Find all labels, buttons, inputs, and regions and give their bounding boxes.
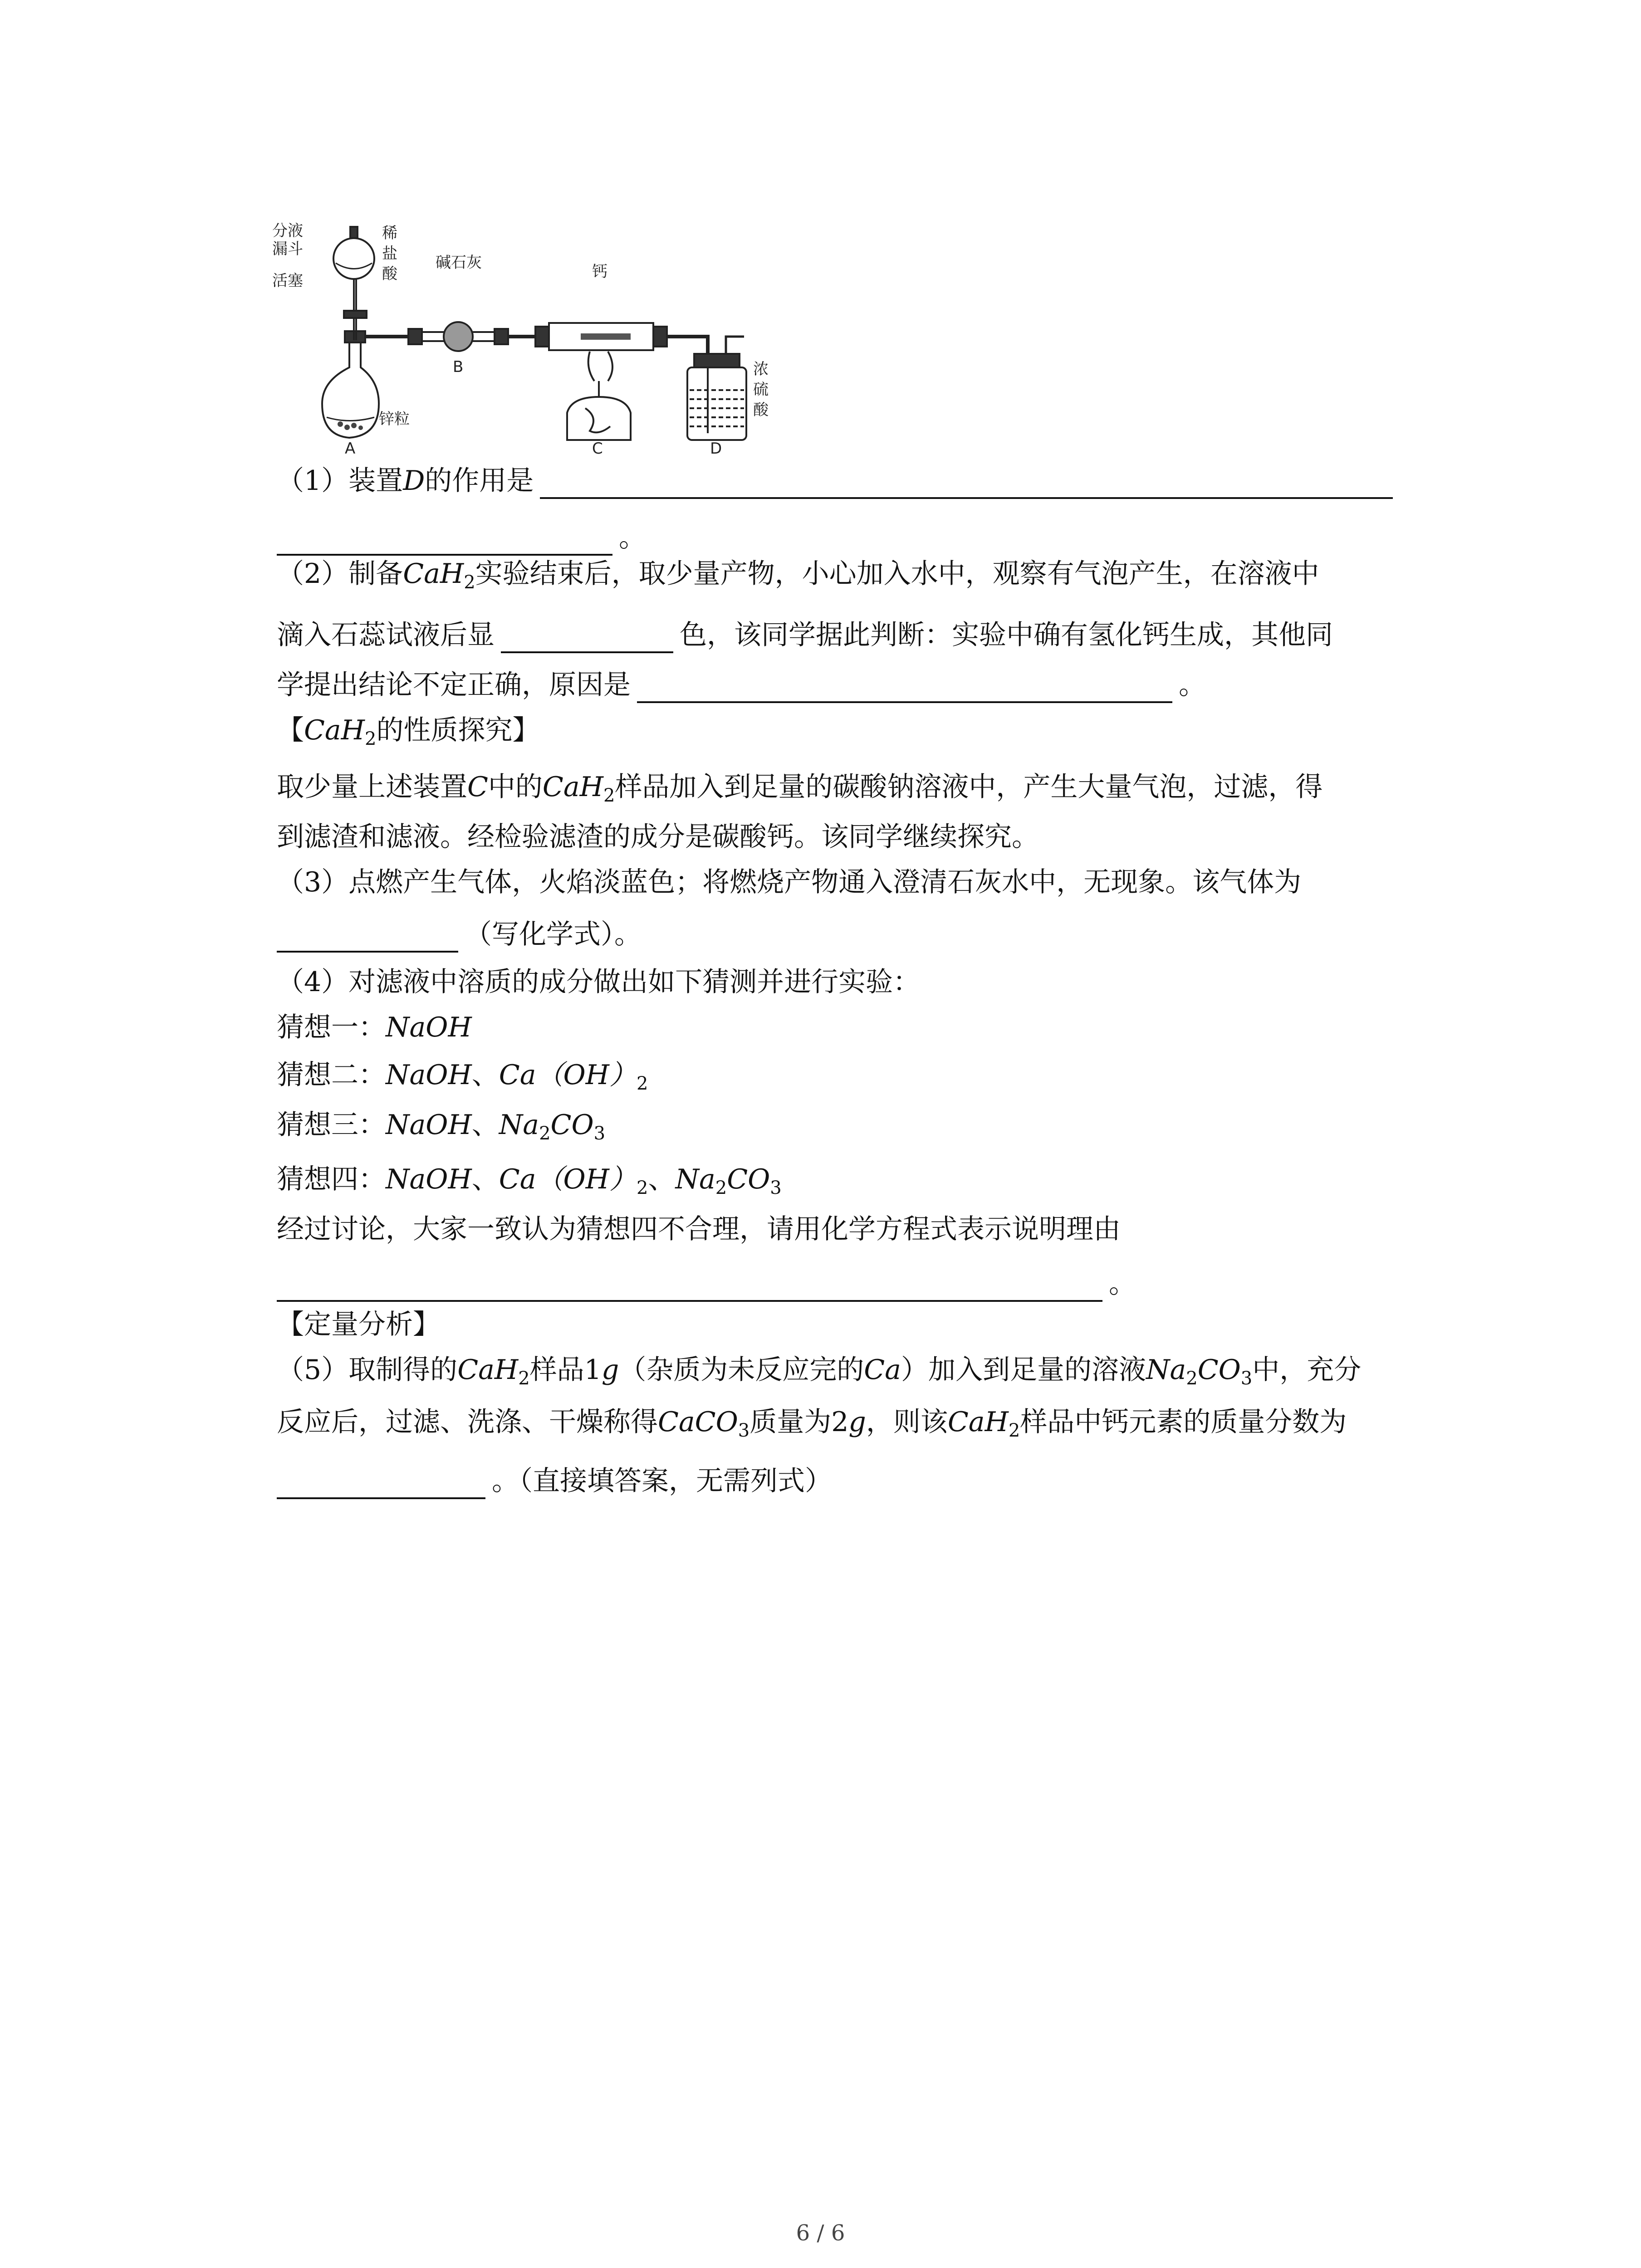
g2-sub: 2 <box>637 1073 648 1094</box>
q2-formula: CaH <box>403 558 464 590</box>
g4-sep: 、 <box>471 1163 499 1195</box>
q1-suffix: 的作用是 <box>425 465 534 497</box>
alcohol-lamp <box>567 352 631 440</box>
label-acid-2: 盐 <box>382 244 397 263</box>
g1-formula: NaOH <box>386 1012 472 1043</box>
q2-text2a: 滴入石蕊试液后显 <box>277 619 495 651</box>
para1-var: C <box>467 771 488 803</box>
g3-label: 猜想三： <box>277 1109 386 1141</box>
para1-a: 取少量上述装置 <box>277 771 467 803</box>
g2-label: 猜想二： <box>277 1059 386 1091</box>
g4-label: 猜想四： <box>277 1163 386 1195</box>
q1-line2 <box>277 519 646 556</box>
q5-caco: CaCO <box>658 1406 738 1438</box>
para1-line2-text: 到滤渣和滤液。经检验滤渣的成分是碳酸钙。该同学继续探究。 <box>277 821 1039 853</box>
section2-text: 【定量分析】 <box>277 1309 440 1340</box>
q2-line3 <box>277 667 1206 703</box>
q5-f1: CaH <box>457 1354 519 1386</box>
section1-formula: CaH <box>304 714 365 746</box>
q2-prefix: （2）制备 <box>277 558 403 590</box>
q5-m2-unit: g <box>848 1406 866 1438</box>
para1-b: 中的 <box>488 771 543 803</box>
q1-line1 <box>277 463 1399 499</box>
g4-sep2: 、 <box>648 1163 676 1195</box>
q2-line1 <box>277 556 1319 592</box>
q5-a: （5）取制得的 <box>277 1354 458 1386</box>
g2-sep: 、 <box>471 1059 499 1091</box>
q5-l2a: 反应后，过滤、洗涤、干燥称得 <box>277 1406 658 1438</box>
q2-end: 。 <box>1179 669 1206 701</box>
label-h2so4-1: 浓 <box>753 360 769 378</box>
q2-text1: 实验结束后，取少量产物，小心加入水中，观察有气泡产生，在溶液中 <box>475 558 1319 590</box>
label-a: A <box>345 440 356 458</box>
g4-b: Ca（OH） <box>499 1163 637 1195</box>
q5-e: 中，充分 <box>1252 1354 1362 1386</box>
q5-l2d: 样品中钙元素的质量分数为 <box>1020 1406 1347 1438</box>
q5-co-sub: 3 <box>1240 1368 1253 1389</box>
para1-line2 <box>277 819 1039 855</box>
label-soda-lime: 碱石灰 <box>436 254 482 272</box>
separatory-funnel <box>333 227 374 340</box>
label-funnel-1: 分液 <box>272 222 303 240</box>
q3-line1 <box>277 864 1301 900</box>
q5-caco-sub: 3 <box>738 1420 750 1441</box>
q1-answer-blank-2[interactable] <box>277 526 612 556</box>
para1-line1 <box>277 769 1323 805</box>
label-stopcock: 活塞 <box>272 272 303 290</box>
q5-f2: CaH <box>947 1406 1009 1438</box>
g3-sub2: 3 <box>593 1123 606 1144</box>
q1-end: 。 <box>619 522 646 553</box>
q5-b: 样品 <box>529 1354 584 1386</box>
q5-co: CO <box>1197 1354 1241 1386</box>
q3-text: （3）点燃产生气体，火焰淡蓝色；将燃烧产物通入澄清石灰水中，无现象。该气体为 <box>277 866 1302 898</box>
guess-2 <box>277 1057 648 1093</box>
q5-m1-unit: g <box>601 1354 619 1386</box>
g4-sub2: 3 <box>770 1178 782 1198</box>
q2-reason-blank[interactable] <box>637 673 1172 703</box>
guess-4 <box>277 1161 782 1198</box>
g4-d: CO <box>727 1163 770 1195</box>
q5-line1 <box>277 1352 1361 1388</box>
q4-intro-text: （4）对滤液中溶质的成分做出如下猜测并进行实验： <box>277 966 921 998</box>
q2-line2 <box>277 617 1333 653</box>
q2-text3: 学提出结论不定正确，原因是 <box>277 669 631 701</box>
g4-sub: 2 <box>637 1178 648 1198</box>
wash-bottle-d <box>687 354 746 440</box>
section1-sub: 2 <box>365 728 377 749</box>
q3-gas-blank[interactable] <box>277 923 458 953</box>
q5-l2c: ，则该 <box>866 1406 948 1438</box>
label-c: C <box>592 440 603 458</box>
g2-b: Ca（OH） <box>499 1059 637 1091</box>
q5-answer-blank[interactable] <box>277 1469 485 1499</box>
q4-equation-blank[interactable] <box>277 1272 1102 1302</box>
label-b: B <box>453 358 464 376</box>
g4-c: Na <box>675 1163 715 1195</box>
apparatus-figure <box>272 218 780 458</box>
q2-sub: 2 <box>464 572 475 593</box>
drying-tube-b <box>408 322 508 351</box>
g3-a: NaOH <box>386 1109 472 1141</box>
section1-text: 的性质探究】 <box>376 714 540 746</box>
q5-f2-sub: 2 <box>1008 1420 1020 1441</box>
para1-c: 样品加入到足量的碳酸钠溶液中，产生大量气泡，过滤，得 <box>615 771 1323 803</box>
q1-var: D <box>403 465 425 497</box>
section-quantitative <box>277 1306 440 1343</box>
q5-f1-sub: 2 <box>518 1368 530 1389</box>
g3-sep: 、 <box>471 1109 499 1141</box>
section1-open: 【 <box>277 714 304 746</box>
label-calcium: 钙 <box>592 263 607 281</box>
label-acid-1: 稀 <box>382 224 397 242</box>
para1-sub: 2 <box>603 785 615 806</box>
q5-line2 <box>277 1404 1347 1440</box>
section-properties <box>277 712 539 748</box>
g2-a: NaOH <box>386 1059 472 1091</box>
q5-ca: Ca <box>864 1354 901 1386</box>
q4-discuss <box>277 1211 1121 1247</box>
q5-line3 <box>277 1463 832 1499</box>
label-d: D <box>710 440 722 458</box>
g1-label: 猜想一： <box>277 1012 386 1043</box>
q5-l2b: 质量为 <box>749 1406 832 1438</box>
g4-a: NaOH <box>386 1163 472 1195</box>
label-h2so4-2: 硫 <box>753 381 769 399</box>
q5-na: Na <box>1146 1354 1186 1386</box>
g3-c: CO <box>550 1109 594 1141</box>
g4-sub1: 2 <box>715 1178 727 1198</box>
guess-3 <box>277 1107 605 1143</box>
q1-answer-blank-1[interactable] <box>540 469 1393 499</box>
label-acid-3: 酸 <box>382 265 397 283</box>
q2-color-blank[interactable] <box>501 623 673 653</box>
q3-line2 <box>277 916 642 953</box>
q2-text2b: 色，该同学据此判断：实验中确有氢化钙生成，其他同 <box>680 619 1333 651</box>
q1-prefix: （1）装置 <box>277 465 403 497</box>
zinc-granules <box>338 421 363 430</box>
page-number: 6 / 6 <box>796 2220 845 2246</box>
q4-intro <box>277 964 920 1000</box>
q5-d: ）加入到足量的溶液 <box>901 1354 1146 1386</box>
q3-hint: （写化学式）。 <box>465 919 642 950</box>
guess-1 <box>277 1009 472 1046</box>
q5-m1: 1 <box>584 1354 602 1386</box>
q5-l3: 。（直接填答案，无需列式） <box>492 1465 832 1497</box>
reaction-tube-c <box>535 323 667 350</box>
q5-na-sub: 2 <box>1186 1368 1198 1389</box>
g3-sub1: 2 <box>539 1123 551 1144</box>
label-h2so4-3: 酸 <box>753 401 769 419</box>
para1-formula: CaH <box>542 771 603 803</box>
q4-equation-line <box>277 1266 1136 1302</box>
q5-m2: 2 <box>831 1406 849 1438</box>
q4-discuss-text: 经过讨论，大家一致认为猜想四不合理，请用化学方程式表示说明理由 <box>277 1213 1121 1245</box>
tube-c-d <box>667 337 708 354</box>
q5-c: （杂质为未反应完的 <box>619 1354 864 1386</box>
flask-a <box>322 331 379 438</box>
q4-end: 。 <box>1109 1268 1136 1300</box>
g3-b: Na <box>499 1109 539 1141</box>
label-zinc: 锌粒 <box>379 410 410 428</box>
label-funnel-2: 漏斗 <box>272 240 303 258</box>
